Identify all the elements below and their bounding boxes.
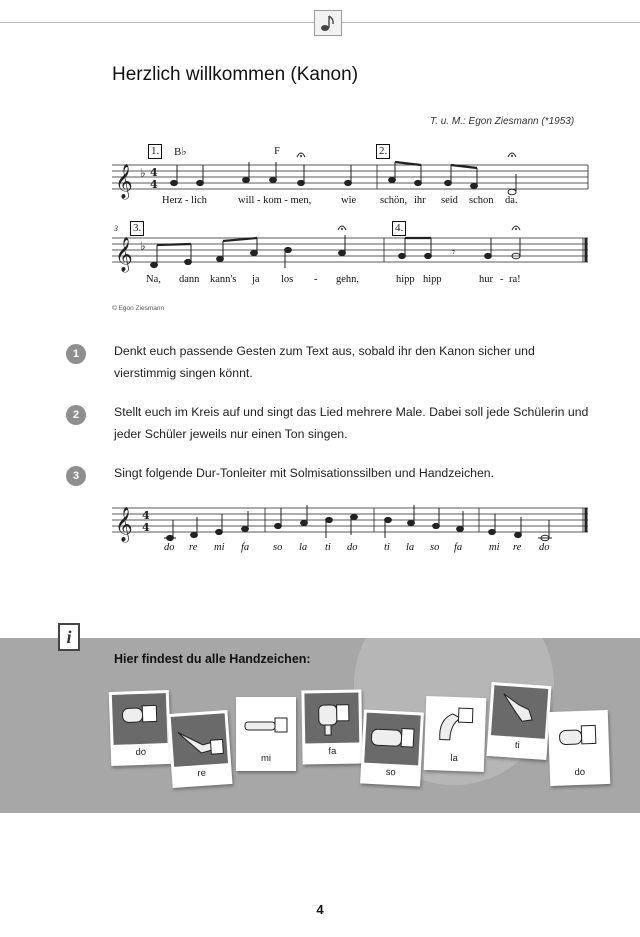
svg-text:𝄞: 𝄞 [115, 507, 133, 542]
svg-text:4: 4 [142, 509, 150, 522]
hand-fist-icon [112, 693, 168, 745]
lyric: hipp [396, 274, 415, 285]
page-number: 4 [316, 902, 324, 917]
task-number-2: 2 [66, 405, 86, 425]
solfege-syllable: re [189, 542, 198, 553]
task-text-3: Singt folgende Dur-Tonleiter mit Solmisationssilben und Handzeichen. [114, 466, 495, 480]
hand-slant-icon [171, 713, 228, 767]
task-text-2: Stellt euch im Kreis auf und singt das Lied mehrere Male. Dabei soll jede Schülerin und jeder Schüler jeweils nur einen Ton singen. [114, 405, 589, 441]
hand-sign-card-so [360, 709, 424, 786]
copyright-note: © Egon Ziesmann [112, 305, 165, 312]
info-icon: i [58, 623, 80, 651]
lyric: seid [441, 195, 458, 206]
lyric: kann's [210, 274, 237, 285]
measure-number: 3 [114, 224, 118, 233]
solfege-syllable: ti [325, 542, 331, 553]
chord-b-flat: B♭ [174, 146, 187, 158]
hand-sign-card-do [109, 690, 172, 766]
svg-text:♭: ♭ [140, 239, 146, 253]
card-label: re [197, 767, 207, 780]
lyric: wie [341, 195, 357, 206]
lyric: hur [479, 274, 493, 285]
svg-text:𝄞: 𝄞 [115, 164, 133, 199]
chord-f: F [274, 145, 281, 157]
lyric: ja [252, 274, 260, 285]
solfege-syllable: mi [214, 542, 225, 553]
lyric: Herz - lich [162, 195, 207, 206]
svg-text:4: 4 [142, 521, 150, 534]
solfege-syllable: fa [454, 542, 463, 553]
solfege-syllable: do [539, 542, 550, 553]
song-title: Herzlich willkommen (Kanon) [112, 64, 359, 85]
hand-fist-icon [551, 713, 607, 765]
svg-text:𝄾: 𝄾 [452, 245, 456, 259]
lyric: da. [505, 195, 518, 206]
solfege-syllable: ti [384, 542, 390, 553]
lyric: will - kom - men, [238, 195, 312, 206]
hand-vertical-icon [364, 713, 421, 766]
lyric: ra! [509, 274, 521, 285]
canon-mark-1: 1. [148, 144, 162, 159]
card-label: mi [260, 753, 272, 764]
info-title: Hier findest du alle Handzeichen: [114, 652, 311, 666]
solfege-syllable: la [299, 542, 308, 553]
lyric: Na, [146, 274, 161, 285]
task-text-1: Denkt euch passende Gesten zum Text aus, sobald ihr den Kanon sicher und vierstimmig singen könnt. [114, 344, 535, 380]
canon-mark-4: 4. [392, 221, 406, 236]
hand-sign-card-fa [301, 689, 362, 764]
card-label: so [385, 766, 397, 779]
solfege-syllable: la [406, 542, 415, 553]
canon-mark-3: 3. [130, 221, 144, 236]
hand-sign-card-la [424, 696, 487, 772]
lyric: schön, [380, 195, 408, 206]
lyric: los [281, 274, 294, 285]
hand-drooping-icon [427, 699, 483, 751]
hand-pointing-icon [491, 685, 548, 739]
svg-text:4: 4 [150, 178, 158, 191]
lyric: gehn, [336, 274, 360, 285]
staff-line-2 [112, 218, 592, 298]
lyric: - [314, 274, 318, 285]
card-label: do [574, 766, 586, 779]
eighth-note-icon [314, 10, 342, 36]
solfege-syllable: re [513, 542, 522, 553]
svg-text:4: 4 [150, 166, 158, 179]
svg-text:𝄞: 𝄞 [115, 237, 133, 272]
solfege-syllable: so [430, 542, 440, 553]
solfege-syllable: do [347, 542, 358, 553]
solfege-syllable: do [164, 542, 175, 553]
hand-sign-card-mi [236, 697, 296, 771]
lyric: - [500, 274, 504, 285]
lyric: hipp [423, 274, 442, 285]
card-label: do [135, 746, 147, 759]
task-number-1: 1 [66, 344, 86, 364]
hand-sign-card-do-high [548, 710, 611, 786]
thumb-down-icon [304, 693, 359, 744]
solfege-syllable: mi [489, 542, 500, 553]
solfege-syllable: so [273, 542, 283, 553]
canon-mark-2: 2. [376, 144, 390, 159]
card-label: ti [514, 739, 521, 752]
lyric: schon [469, 195, 494, 206]
hand-flat-icon [239, 700, 293, 750]
solfege-syllable: fa [241, 542, 250, 553]
song-credit: T. u. M.: Egon Ziesmann (*1953) [430, 116, 575, 127]
lyric: dann [179, 274, 200, 285]
hand-sign-card-re [167, 710, 232, 788]
hand-sign-card-ti [486, 682, 551, 760]
card-label: fa [328, 745, 337, 758]
svg-text:♭: ♭ [140, 166, 146, 180]
task-number-3: 3 [66, 466, 86, 486]
card-label: la [450, 752, 459, 765]
lyric: ihr [414, 195, 426, 206]
